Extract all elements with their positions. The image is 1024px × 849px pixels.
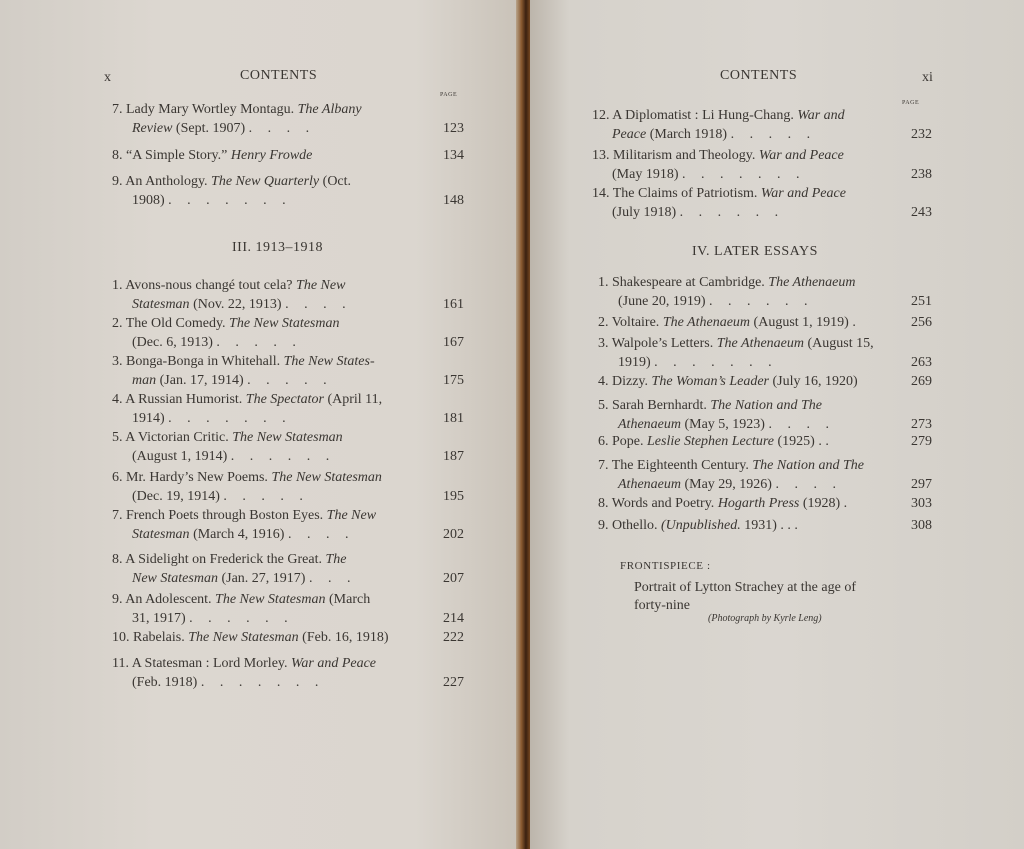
entry-date: (August 1, 1914)	[132, 449, 231, 464]
entry-page-number: 148	[443, 193, 464, 208]
entry-page-number: 207	[443, 571, 464, 586]
entry-title: 8. A Sidelight on Frederick the Great.	[112, 552, 326, 567]
toc-entry[interactable]	[598, 334, 932, 372]
entry-publication: Peace	[612, 127, 650, 142]
toc-entry[interactable]	[112, 276, 464, 314]
entry-date: (August 15,	[807, 336, 874, 351]
entry-date: (July 16, 1920)	[772, 374, 858, 389]
entry-title: 5. Sarah Bernhardt.	[598, 398, 711, 413]
toc-entry[interactable]	[112, 146, 464, 165]
page-column-label: PAGE	[902, 100, 920, 106]
toc-entry[interactable]	[112, 172, 464, 210]
entry-date: 1914)	[132, 411, 169, 426]
entry-publication: The New Statesman	[232, 430, 343, 445]
entry-date: (Nov. 22, 1913)	[193, 297, 286, 312]
entry-publication: (Unpublished.	[661, 518, 745, 533]
entry-publication: War and Peace	[291, 656, 377, 671]
entry-publication: The New Statesman	[271, 470, 382, 485]
leader-dots: . . . . .	[247, 373, 333, 388]
entry-publication: The Athenaeum	[768, 275, 856, 290]
toc-entry[interactable]	[592, 184, 932, 222]
frontispiece-line: forty-nine	[634, 598, 690, 613]
entry-title: 4. Dizzy.	[598, 374, 652, 389]
toc-entry[interactable]	[598, 396, 932, 434]
toc-entry[interactable]	[112, 390, 464, 428]
leader-dots: . . . .	[775, 477, 842, 492]
entry-title: 3. Walpole’s Letters.	[598, 336, 717, 351]
entry-title: 10. Rabelais.	[112, 630, 189, 645]
entry-publication: The New Statesman	[229, 316, 340, 331]
entry-publication: War and	[797, 108, 845, 123]
toc-entry[interactable]	[598, 494, 932, 513]
toc-entry[interactable]	[598, 432, 932, 451]
entry-page-number: 308	[911, 518, 932, 533]
toc-entry[interactable]	[112, 654, 464, 692]
entry-page-number: 214	[443, 611, 464, 626]
entry-publication: The New Statesman	[215, 592, 329, 607]
section-heading: III. 1913–1918	[232, 240, 323, 255]
page-header: CONTENTS	[240, 68, 318, 83]
entry-title: 13. Militarism and Theology.	[592, 148, 759, 163]
entry-title: 7. French Poets through Boston Eyes.	[112, 508, 327, 523]
entry-publication: The Athenaeum	[662, 315, 754, 330]
entry-publication: Statesman	[132, 297, 194, 312]
entry-publication: The New Statesman	[188, 630, 303, 645]
entry-page-number: 227	[443, 675, 464, 690]
toc-entry[interactable]	[112, 428, 464, 466]
entry-date: (March 4, 1916)	[193, 527, 288, 542]
entry-publication: The Woman’s Leader	[651, 374, 773, 389]
entry-page-number: 202	[443, 527, 464, 542]
entry-publication: War and Peace	[760, 186, 846, 201]
entry-date: (May 5, 1923)	[684, 417, 769, 432]
entry-page-number: 187	[443, 449, 464, 464]
entry-publication: War and Peace	[758, 148, 844, 163]
entry-publication: Athenaeum	[618, 417, 685, 432]
entry-title: 8. Words and Poetry.	[598, 496, 718, 511]
entry-publication: man	[132, 373, 160, 388]
entry-date: 31, 1917)	[132, 611, 190, 626]
entry-date: (Sept. 1907)	[175, 121, 249, 136]
entry-publication: New Statesman	[132, 571, 222, 586]
right-page	[530, 0, 1024, 849]
entry-page-number: 243	[911, 205, 932, 220]
leader-dots: . . . .	[287, 527, 355, 542]
entry-date: (Feb. 1918)	[132, 675, 201, 690]
frontispiece-credit: (Photograph by Kyrle Leng)	[708, 613, 822, 624]
leader-dots: . . .	[308, 571, 357, 586]
leader-dots: . . . . .	[730, 127, 817, 142]
entry-page-number: 303	[911, 496, 932, 511]
toc-entry[interactable]	[112, 506, 464, 544]
entry-page-number: 256	[911, 315, 932, 330]
leader-dots: . . . . .	[216, 335, 302, 350]
toc-entry[interactable]	[598, 273, 932, 311]
entry-publication: Hogarth Press	[717, 496, 803, 511]
entry-date: 1908)	[132, 193, 169, 208]
toc-entry[interactable]	[112, 550, 464, 588]
leader-dots: . . . . . .	[679, 205, 785, 220]
entry-title: 4. A Russian Humorist.	[112, 392, 246, 407]
entry-title: 6. Mr. Hardy’s New Poems.	[112, 470, 272, 485]
entry-page-number: 269	[911, 374, 932, 389]
entry-date: (August 1, 1919) .	[753, 315, 856, 330]
entry-page-number: 123	[443, 121, 464, 136]
frontispiece-line: Portrait of Lytton Strachey at the age of	[634, 580, 856, 595]
entry-publication: Statesman	[132, 527, 194, 542]
entry-publication: The Athenaeum	[716, 336, 808, 351]
entry-title: 1. Shakespeare at Cambridge.	[598, 275, 769, 290]
entry-date: (Dec. 19, 1914)	[132, 489, 224, 504]
entry-title: 2. The Old Comedy.	[112, 316, 230, 331]
entry-publication: The Nation and The	[752, 458, 864, 473]
entry-page-number: 232	[911, 127, 932, 142]
entry-title: 9. An Adolescent.	[112, 592, 216, 607]
entry-publication: The Albany	[297, 102, 362, 117]
toc-entry[interactable]	[112, 468, 464, 506]
entry-publication: Henry Frowde	[230, 148, 313, 163]
entry-date: (March 1918)	[649, 127, 731, 142]
entry-publication: The New States-	[283, 354, 375, 369]
leader-dots: . . . . . . .	[168, 193, 292, 208]
page-header: CONTENTS	[720, 68, 798, 83]
toc-entry[interactable]	[112, 314, 464, 352]
entry-title: 11. A Statesman : Lord Morley.	[112, 656, 291, 671]
toc-entry[interactable]	[112, 590, 464, 628]
entry-publication: Leslie Stephen Lecture	[647, 434, 778, 449]
entry-title: 3. Bonga-Bonga in Whitehall.	[112, 354, 284, 369]
toc-entry[interactable]	[112, 100, 464, 138]
entry-date: (Jan. 17, 1914)	[159, 373, 248, 388]
entry-title: 9. An Anthology.	[112, 174, 212, 189]
entry-page-number: 181	[443, 411, 464, 426]
entry-publication: Review	[132, 121, 176, 136]
leader-dots: . . . .	[285, 297, 352, 312]
entry-title: 1. Avons-nous changé tout cela?	[112, 278, 297, 293]
entry-title: 7. The Eighteenth Century.	[598, 458, 753, 473]
entry-date: (March	[329, 592, 371, 607]
page-number: x	[104, 70, 111, 85]
entry-page-number: 238	[911, 167, 932, 182]
toc-entry[interactable]	[592, 146, 932, 184]
entry-page-number: 161	[443, 297, 464, 312]
entry-page-number: 134	[443, 148, 464, 163]
leader-dots: . . . . . . .	[654, 355, 778, 370]
entry-publication: The Nation and The	[710, 398, 822, 413]
entry-publication: The	[325, 552, 347, 567]
toc-entry[interactable]	[112, 628, 464, 647]
entry-date: 1931) . . .	[744, 518, 798, 533]
entry-publication: Athenaeum	[618, 477, 685, 492]
leader-dots: . . . . . . .	[200, 675, 325, 690]
entry-title: 14. The Claims of Patriotism.	[592, 186, 761, 201]
entry-title: 6. Pope.	[598, 434, 647, 449]
entry-title: 7. Lady Mary Wortley Montagu.	[112, 102, 298, 117]
entry-publication: The Spectator	[245, 392, 328, 407]
toc-entry[interactable]	[598, 516, 932, 535]
entry-page-number: 195	[443, 489, 464, 504]
entry-date: 1919)	[618, 355, 655, 370]
leader-dots: . . . . . . .	[168, 411, 292, 426]
entry-page-number: 167	[443, 335, 464, 350]
toc-entry[interactable]	[592, 106, 932, 144]
entry-title: 9. Othello.	[598, 518, 661, 533]
entry-date: (Oct.	[322, 174, 352, 189]
leader-dots: . . . .	[768, 417, 835, 432]
leader-dots: . . . .	[248, 121, 316, 136]
entry-title: 2. Voltaire.	[598, 315, 663, 330]
entry-page-number: 273	[911, 417, 932, 432]
entry-publication: The New	[296, 278, 346, 293]
entry-date: (Dec. 6, 1913)	[132, 335, 217, 350]
entry-page-number: 297	[911, 477, 932, 492]
entry-publication: The New	[326, 508, 377, 523]
frontispiece-label: FRONTISPIECE :	[620, 560, 711, 572]
section-heading: IV. LATER ESSAYS	[692, 244, 818, 259]
entry-date: (June 20, 1919)	[618, 294, 709, 309]
leader-dots: . . . . . .	[709, 294, 814, 309]
entry-date: (1928) .	[802, 496, 848, 511]
entry-date: (July 1918)	[612, 205, 680, 220]
entry-date: (May 1918)	[612, 167, 682, 182]
entry-date: (Feb. 16, 1918)	[302, 630, 389, 645]
entry-date: (May 29, 1926)	[684, 477, 776, 492]
page-number: xi	[922, 70, 933, 85]
entry-title: 5. A Victorian Critic.	[112, 430, 233, 445]
entry-page-number: 175	[443, 373, 464, 388]
entry-page-number: 263	[911, 355, 932, 370]
entry-title: 8. “A Simple Story.”	[112, 148, 231, 163]
entry-page-number: 279	[911, 434, 932, 449]
entry-date: (April 11,	[327, 392, 383, 407]
leader-dots: . . . . .	[223, 489, 309, 504]
leader-dots: . . . . . . .	[682, 167, 806, 182]
leader-dots: . . . . . .	[230, 449, 336, 464]
toc-entry[interactable]	[598, 372, 932, 391]
toc-entry[interactable]	[598, 456, 932, 494]
entry-date: (1925) . .	[777, 434, 829, 449]
entry-page-number: 222	[443, 630, 464, 645]
entry-page-number: 251	[911, 294, 932, 309]
toc-entry[interactable]	[112, 352, 464, 390]
toc-entry[interactable]	[598, 313, 932, 332]
entry-date: (Jan. 27, 1917)	[221, 571, 309, 586]
entry-publication: The New Quarterly	[211, 174, 323, 189]
leader-dots: . . . . . .	[189, 611, 294, 626]
page-column-label: PAGE	[440, 92, 458, 98]
entry-title: 12. A Diplomatist : Li Hung-Chang.	[592, 108, 798, 123]
